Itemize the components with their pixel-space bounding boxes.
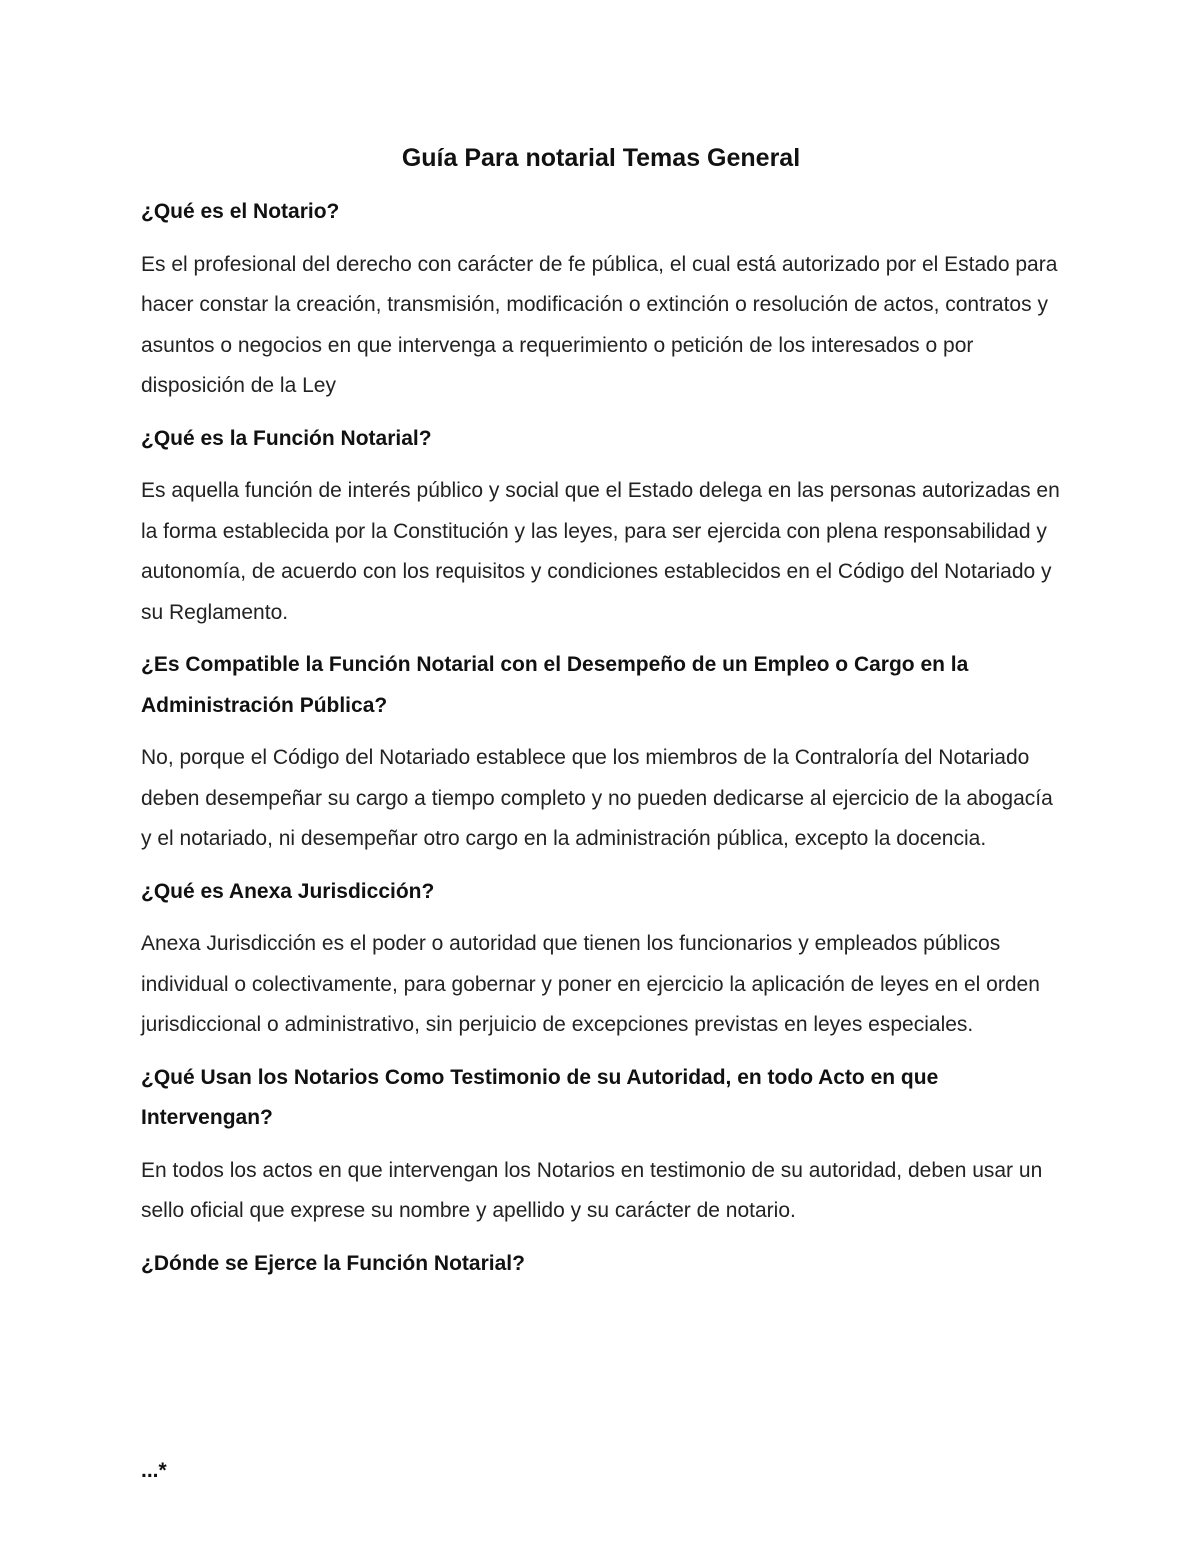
section-funcion-notarial — [141, 419, 1061, 634]
question-heading: ¿Qué es la Función Notarial? — [141, 426, 432, 450]
question-heading: ¿Dónde se Ejerce la Función Notarial? — [141, 1251, 525, 1275]
question-heading: ¿Qué es el Notario? — [141, 200, 340, 223]
section-notario — [141, 192, 1061, 407]
question-heading: ¿Qué Usan los Notarios Como Testimonio de su Autoridad, en todo Acto en que Intervengan? — [141, 1065, 939, 1129]
question-heading: ¿Es Compatible la Función Notarial con el Desempeño de un Empleo o Cargo en la Administración Pública? — [141, 653, 969, 717]
section-testimonio — [141, 1058, 1061, 1232]
section-anexa-jurisdiccion — [141, 872, 1061, 1046]
answer-paragraph: En todos los actos en que intervengan los Notarios en testimonio de su autoridad, deben usar un sello oficial que exprese su nombre y apellido y su carácter de notario. — [141, 1158, 1043, 1222]
answer-paragraph: No, porque el Código del Notariado establece que los miembros de la Contraloría del Notariado deben desempeñar su cargo a tiempo completo y no pueden dedicarse al ejercicio de la abogacía y el notariado, ni desempeñar otro cargo en la administración pública, excepto la docencia. — [141, 746, 1053, 850]
section-compatibilidad — [141, 645, 1061, 860]
continuation-marker: ...* — [141, 1459, 167, 1482]
document-page — [141, 138, 1061, 1296]
question-heading: ¿Qué es Anexa Jurisdicción? — [141, 879, 435, 903]
answer-paragraph: Es aquella función de interés público y social que el Estado delega en las personas autorizadas en la forma establecida por la Constitución y las leyes, para ser ejercida con plena responsabilidad y autonomía, de acuerdo con los requisitos y condiciones establecidos en el Código del Notariado y su Reglamento. — [141, 479, 1060, 624]
answer-paragraph: Es el profesional del derecho con carácter de fe pública, el cual está autorizado por el Estado para hacer constar la creación, transmisión, modificación o extinción o resolución de actos, contratos y asuntos o negocios en que intervenga a requerimiento o petición de los interesados o por disposición de la Ley — [141, 252, 1058, 397]
document-title: Guía Para notarial Temas General — [401, 144, 801, 172]
section-donde-se-ejerce — [141, 1244, 1061, 1285]
answer-paragraph: Anexa Jurisdicción es el poder o autoridad que tienen los funcionarios y empleados públicos individual o colectivamente, para gobernar y poner en ejercicio la aplicación de leyes en el orden jurisdiccional o administrativo, sin perjuicio de excepciones previstas en leyes especiales. — [141, 932, 1040, 1036]
